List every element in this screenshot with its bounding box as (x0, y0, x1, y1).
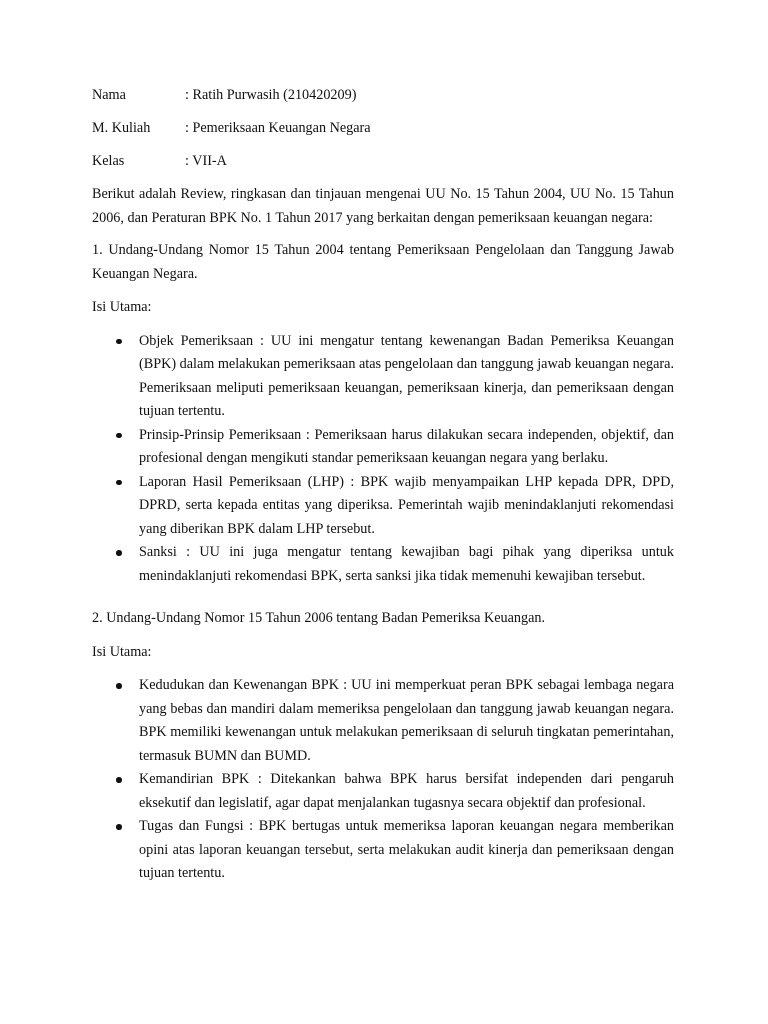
header-value: : Ratih Purwasih (210420209) (185, 87, 357, 103)
spacer (92, 588, 674, 598)
bullet-icon (116, 683, 122, 689)
section-title: 2. Undang-Undang Nomor 15 Tahun 2006 tentang Badan Pemeriksa Keuangan. (92, 610, 546, 626)
list-item-text: Objek Pemeriksaan : UU ini mengatur tentang kewenangan Badan Pemeriksa Keuangan (BPK) dalam melakukan pemeriksaan atas pengelolaan dan tanggung jawab keuangan negara. Pemeriksaan meliputi pemeriksaan keuangan, pemeriksaan kinerja, dan pemeriksaan dengan tujuan tertentu. (139, 332, 674, 419)
document-page (92, 84, 674, 886)
list-item (92, 815, 674, 886)
bullet-list (92, 330, 674, 589)
list-item-text: Tugas dan Fungsi : BPK bertugas untuk memeriksa laporan keuangan negara memberikan opini atas laporan keuangan tersebut, serta melakukan audit kinerja dan pemeriksaan dengan tujuan tertentu. (139, 818, 674, 881)
bullet-list (92, 674, 674, 886)
header-value: : VII-A (185, 153, 227, 169)
section-subheading: Isi Utama: (92, 643, 152, 660)
section-subheading: Isi Utama: (92, 299, 152, 315)
list-item (92, 424, 674, 471)
bullet-icon (116, 339, 122, 345)
bullet-icon (116, 550, 122, 556)
list-item-text: Kemandirian BPK : Ditekankan bahwa BPK harus bersifat independen dari pengaruh eksekutif dan legislatif, agar dapat menjalankan tugasnya secara objektif dan profesional. (139, 771, 674, 811)
list-item (92, 768, 674, 815)
header-value: : Pemeriksaan Keuangan Negara (185, 120, 371, 136)
header-row-course (92, 117, 674, 150)
header-label: M. Kuliah (92, 120, 151, 136)
bullet-icon (116, 433, 122, 439)
bullet-icon (116, 777, 122, 783)
list-item-text: Laporan Hasil Pemeriksaan (LHP) : BPK wajib menyampaikan LHP kepada DPR, DPD, DPRD, serta kepada entitas yang diperiksa. Pemerintah wajib menindaklanjuti rekomendasi yang diberikan BPK dalam LHP tersebut. (139, 473, 674, 537)
list-item-text: Kedudukan dan Kewenangan BPK : UU ini memperkuat peran BPK sebagai lembaga negara yang bebas dan mandiri dalam memeriksa pengelolaan dan tanggung jawab keuangan negara. BPK memiliki kewenangan untuk melakukan pemeriksaan di seluruh tingkatan pemerintahan, termasuk BUMN dan BUMD. (139, 677, 674, 764)
list-item-text: Sanksi : UU ini juga mengatur tentang kewajiban bagi pihak yang diperiksa untuk menindaklanjuti rekomendasi BPK, serta sanksi jika tidak memenuhi kewajiban tersebut. (139, 544, 674, 584)
header-row-name (92, 84, 674, 117)
list-item (92, 674, 674, 768)
list-item-text: Prinsip-Prinsip Pemeriksaan : Pemeriksaan harus dilakukan secara independen, objektif, dan profesional dengan mengikuti standar pemeriksaan keuangan negara yang berlaku. (139, 426, 674, 466)
intro-paragraph: Berikut adalah Review, ringkasan dan tinjauan mengenai UU No. 15 Tahun 2004, UU No. 15 Tahun 2006, dan Peraturan BPK No. 1 Tahun 2017 yang berkaitan dengan pemeriksaan keuangan negara: (92, 186, 674, 226)
header-label: Kelas (92, 153, 125, 169)
list-item (92, 471, 674, 542)
section-title: 1. Undang-Undang Nomor 15 Tahun 2004 tentang Pemeriksaan Pengelolaan dan Tanggung Jawab Keuangan Negara. (92, 242, 674, 282)
header-row-class (92, 150, 674, 183)
list-item (92, 330, 674, 424)
header-info (92, 84, 674, 183)
bullet-icon (116, 824, 122, 830)
header-label: Nama (92, 87, 126, 103)
list-item (92, 541, 674, 588)
bullet-icon (116, 480, 122, 486)
